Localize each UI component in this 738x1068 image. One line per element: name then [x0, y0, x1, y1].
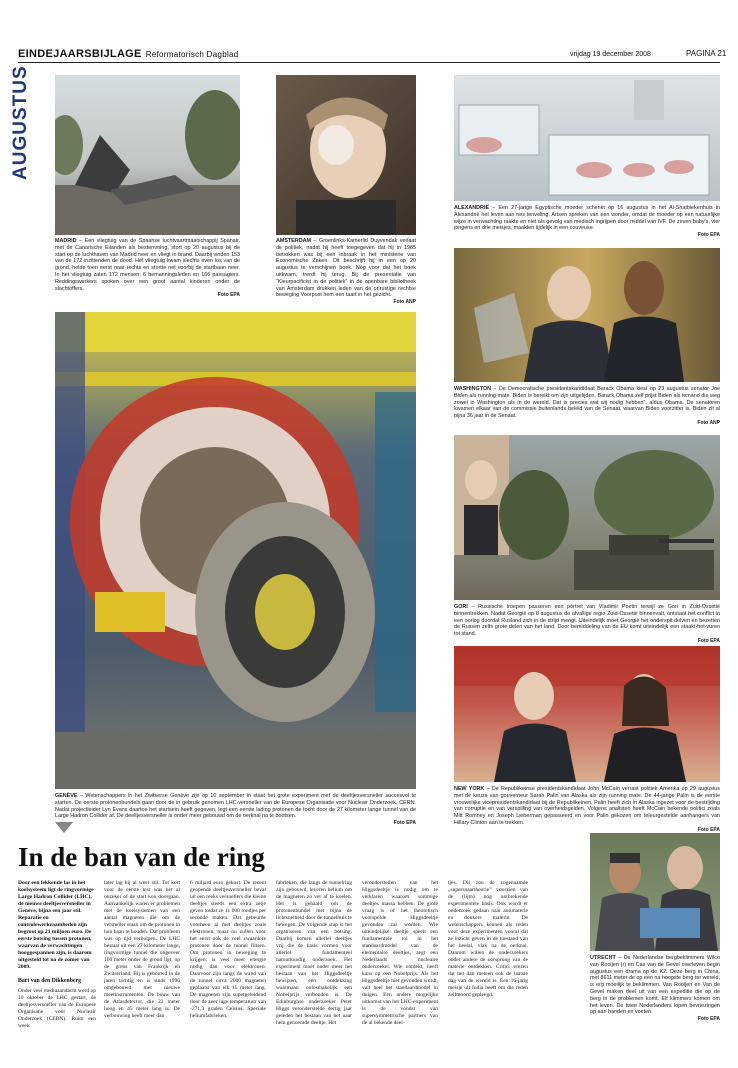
- photo-credit: Foto ANP: [393, 299, 416, 306]
- issue-date: vrijdag 19 december 2008: [570, 51, 651, 58]
- header-rule: [18, 62, 720, 63]
- biden-obama-image: [454, 248, 720, 382]
- incubators-image: [454, 75, 720, 201]
- amsterdam-caption: [276, 238, 416, 306]
- article-column-4: fabrieken, die langs de tunnelring zijn gebouwd, leveren helium om de magneten zo ver af te koelen. Het is gehaald om de protonenbundel met bijna de lichtsnelheid door de tunnelbuis te bewegen. De volgende stap is het organiseren van een botsing. Daarbij komen allerlei deeltjes vrij die de basis vormen voor allerlei fundamenteel natuurkundig onderzoek. Het experiment moet onder meer het bestaan van het Higgsdeeltje bewijzen, een ontdekking waarmaan onlosmakelijk een Nobelprijs verbonden is. De Edinburghse onderzoeker Peter Higgs veronderstelde dertig jaar geleden het bestaan van het naar hem genoemde deeltje. Het: [276, 880, 352, 1026]
- gori-caption: [454, 604, 720, 645]
- photo-credit: Foto EPA: [697, 637, 720, 644]
- section-name: EINDEJAARSBIJLAGE: [18, 48, 142, 60]
- photo-credit: Foto EPA: [697, 1016, 720, 1023]
- geneve-photo: [55, 312, 416, 789]
- caption-place: MADRID: [55, 238, 77, 244]
- photo-credit: Foto EPA: [393, 820, 416, 827]
- caption-text: – Russische troepen passeren een portret van Vladimir Poetin terwijl ze Gori in Zuid-Ossetië binnentrekken. Nadat Georgië op 8 augustus de afvallige regio Zuid-Ossetië binnenvalt, ontstaat het conflict in een oorlog doordat Rusland zich in de strijd mengt. Uiteindelijk moet Georgië het onderspit delven en bezetten de Russen zelfs grote delen van het land. Door bemiddeling van de EU komt uiteindelijk een staakt-het-vuren tot stand.: [454, 604, 720, 638]
- caption-text: – De Nederlandse bergbeklimmers Wilco van Rooijen (r) en Cas van de Gevel overleven begin augustus een drama op de K2. Deze berg in China, met 8611 meter de op een na hoogste berg ter wereld, is erg moeilijk te beklimmen. Van Rooijen en Van de Gevel maken deel uit van een expeditie die op de berg in de problemen komt. Elf klimmers komen om het leven. De twee Nederlanders lopen bevriezingen op aan handen en voeten.: [590, 955, 720, 1016]
- lhc-detector-image: [55, 312, 416, 789]
- caption-place: NEW YORK: [454, 786, 485, 792]
- photo-credit: Foto EPA: [217, 292, 240, 299]
- utrecht-caption: [590, 955, 720, 1023]
- paper-name: Reformatorisch Dagblad: [145, 50, 239, 59]
- portrait-image: [276, 75, 416, 235]
- newyork-photo: [454, 646, 720, 782]
- newyork-caption: [454, 786, 720, 834]
- article-column-2: later lag hij al weer stil. Tot kort voor de eerste test was het al onzeker of de start kon doorgaan. Aanvankelijk waren er problemen met de koelsystemen van een aantal magneten die om de versneller staan om de protonen in hun baan te houden. Dat probleem was op tijd verholpen. De LHC bestaat uit een 27 kilometer lange, ringvormige tunnel die ongeveer 100 meter onder de grond ligt, op de grens van Frankrijk en Zwitserland. Bij is gebouwd in de jaren tachtig en is sinds 1996 omgebouwd met nieuwe meetinstrumenten. De bouw van de Atlasdetector, die 22 meter hoog en 45 meter lang is. De verbouwing heeft meer dan: [104, 880, 180, 1019]
- amsterdam-photo: [276, 75, 416, 235]
- article-column-1: Onder veel mediaaandacht werd op 10 oktober de LHC gestart, de deeltjesversneller van de Europese Organisatie voor Nucleair Onderzoek (CERN). Ruim een week: [18, 988, 96, 1029]
- alexandrie-photo: [454, 75, 720, 201]
- caption-text: – Wetenschappers in het Zwitserse Genève zijn op 10 september in staat het grote experiment met de deeltjesversneller succesvol te starten. De eerste protonenbundels gaan door de in gebruik genomen LHC-versneller van de Europese Organisatie voor Nucleair Onderzoek, CERN. Nadat projectleider Lyn Evans daartoe het startsein heeft gegeven, legt een eerste lading protonen de tocht door de 27 kilometer lange tunnel van de Large Hadron Collider af. De deeltjesversneller is onder meer gebouwd om de oerknal na te bootsen.: [55, 793, 416, 820]
- washington-photo: [454, 248, 720, 382]
- article-column-5: veronderstellen van het Higgsdeeltje is nodig om te verklaren waarom sommige deeltjes massa hebben. De grote vraag is of het theoretisch voorspelde Higgsdeeltje gevonden zal worden. Wie uiteindelijke deeltje speelt een fundamentele rol in het standaardmodel van de elementaire deeltjes, zegt een Nederlands nucleaire onderzoeker. Wie ontdekt, heeft kans op een Nobelprijs. Als het Higgsdeeltje niet gevonden wordt, valt heel het standaardmodel in duigen. Een andere mogelijke uitkomst van het LHC-experiment is de vondst van supersymmetrische partners van de al bekende deel-: [362, 880, 438, 1026]
- caption-place: WASHINGTON: [454, 386, 492, 392]
- caption-place: GENÈVE: [55, 793, 78, 799]
- madrid-caption: [55, 238, 240, 299]
- caption-text: – De Democratische presidentskandidaat Barack Obama kiest op 23 augustus senator Joe Biden als running mate. Biden is bereikt om zijn uitgelijden. Barack Obama zelf prijst Biden als iemand die weg zowel in Washington als in de wereld. Dat is precies wat wij nodig hebben”, aldus Obama. De senatoren kwamen elkaar van de commissie buitenlands beleid van de Senaat, waarvan Biden voorzitter is. Biden zit al bijna 36 jaar in de Senaat.: [454, 386, 720, 420]
- caption-place: UTRECHT: [590, 955, 616, 961]
- section-title: [18, 48, 239, 60]
- caption-text: – De Republikeinse presidentskandidaat John McCain verrast politiek Amerika op 29 augustus met de keuze van gouverneur Sarah Palin van Alaska als zijn running mate. De 44-jarige Palin is de eerste vrouwelijke vicepresidentskandidaat bij de Republikeinen. Palin heeft zich in Alaska ingezet voor de bestrijding van corruptie en van verspilling van overheidsgelden. Volgens analisten heeft McCain bekende politici zoals Mitt Romney en Joseph Lieberman gepasseerd en voor Palin gekozen om teleurgestelde aanhangers van Hillary Clinton aan te trekken.: [454, 786, 720, 826]
- utrecht-photo: [590, 833, 720, 951]
- caption-place: ALEXANDRIË: [454, 205, 490, 211]
- photo-credit: Foto EPA: [697, 826, 720, 833]
- caption-text: – Groenlinks-Kamerlid Duyvendak verlaat de politiek, nadat hij heeft toegegeven dat hij in 1985 betrokken was bij een inbraak in het ministerie van Economische Zaken. Dit beschrijft hij in een op 20 augustus te verschijnen boek. Nog voor dat het boek uitkwam, trerdt hij terug. Bij de presentatie van “Kleurpacificist in de politiek” in de openbare bibliotheek van Amsterdam drukken leden van de onrustige rechtse beweging Voorpost hem een taart in het gezicht.: [276, 238, 416, 299]
- caption-text: – Een 27-jarige Egyptische moeder schenkt op 16 augustus in het Al-Shatbiekenhuis in Alexandrië het leven aan nes tenveling. Artsen spreken van een wonder, omdat de moeder op een natuurlijke wijze in verwachting raakte en niet als gevolg van medisch ingrijpen door middel van IVF. De zeven baby's, vier jongens en drie meisjes, maakten tijdelijk in een couveuse.: [454, 205, 720, 232]
- page-number: PAGINA 21: [686, 49, 727, 58]
- gori-photo: [454, 435, 720, 600]
- tanks-image: [454, 435, 720, 600]
- alexandrie-caption: [454, 205, 720, 239]
- washington-caption: [454, 386, 720, 427]
- caption-place: AMSTERDAM: [276, 238, 312, 244]
- article-byline: Bart van den Dikkenberg: [18, 978, 81, 984]
- photo-credit: Foto ANP: [697, 419, 720, 426]
- article-lead: Door een lekkende las in het koelsysteem ligt de ringvormige Large Hadron Collider (LHC), de nieuwe deeltjesversneller in Genève, bijna een jaar stil. Reparatie en controlewerkzaamheden zijn begroot op 21 miljoen euro. De eerste botsing tussen protonen, waarvan de verwachtingen hooggespannen zijn, is daarom uitgesteld tot na de zomer van 2009.: [18, 880, 94, 970]
- geneve-caption: [55, 793, 416, 827]
- mccain-palin-image: [454, 646, 720, 782]
- climbers-image: [590, 833, 720, 951]
- caption-text: – Een vliegtuig van de Spaanse luchtvaartmaatschappij Spanair, met de Canarische Eilanden als bestemming, stort op 20 augustus bij de start op de luchthaven van Madrid neer en vliegt in brand. Daarbij vinden 153 van de 172 inzittenden de dood. Het vliegtuig kwam slechts even los van de grond, helde toen eerst naar rechts en stortte net voorbij de startbaan neer. In het vliegtuig zaten 172 mensen: 6 bemanningsleden en 166 passagiers. Reddingswerkers spoken over een groot aantal kinderen onder de slachtoffers.: [55, 238, 240, 292]
- photo-credit: Foto EPA: [697, 232, 720, 239]
- month-label: AUGUSTUS: [10, 65, 31, 180]
- madrid-photo: [55, 75, 240, 235]
- caption-place: GORI: [454, 604, 468, 610]
- article-column-3: 6 miljard euro gekost. De recent geopende deeltjesversneller bevat uit een reeks versnellers die kleine deeltjes steeds een extra zetje geven totdat ze 11 000 rondjes per seconde maken. Dat gebeurde voorheen al met deeltjes zoals elektronen, maar nu zullen voor het eerst ook de veel zwaardere protonen door de tunnel flitsen. Om protonen in beweging te krijgen, is veel meer energie nodig dan voor elektronen. Daarvoor zijn langs de wand van de tunnel circa 2000 magneten geplaatst van elk 15 meter lang. De magneten zijn supergeleidend door de zeer lage temperatuur van -271,3 graden Celsius. Speciale heliumfabrieken,: [190, 880, 266, 1019]
- article-headline: In de ban van de ring: [18, 842, 265, 872]
- article-column-6: tjes. Dit zou de zogenaamde „supersnaartheorie” voorzien van de (lijm) nog ontbrekende experimentele basis. Ook wordt er onderzoek gedaan naar antimaterie en donkere materie. De wetenschappers kennen als reden voor deze experimenten vooral dat ze inzicht geven in de toestand van het heelal, vlak na de oerknal. Daarom willen de onderzoekers onder andere de oorsprong van de materie ontdekken. Critici vrezen dat het dan meteen ook de laatste dag van de wereld is. Een 16-jarig meisje uit India heeft om die reden zelfmoord gepleegd.: [448, 880, 528, 998]
- plane-wreck-image: [55, 75, 240, 235]
- down-triangle-marker-icon: [55, 822, 73, 833]
